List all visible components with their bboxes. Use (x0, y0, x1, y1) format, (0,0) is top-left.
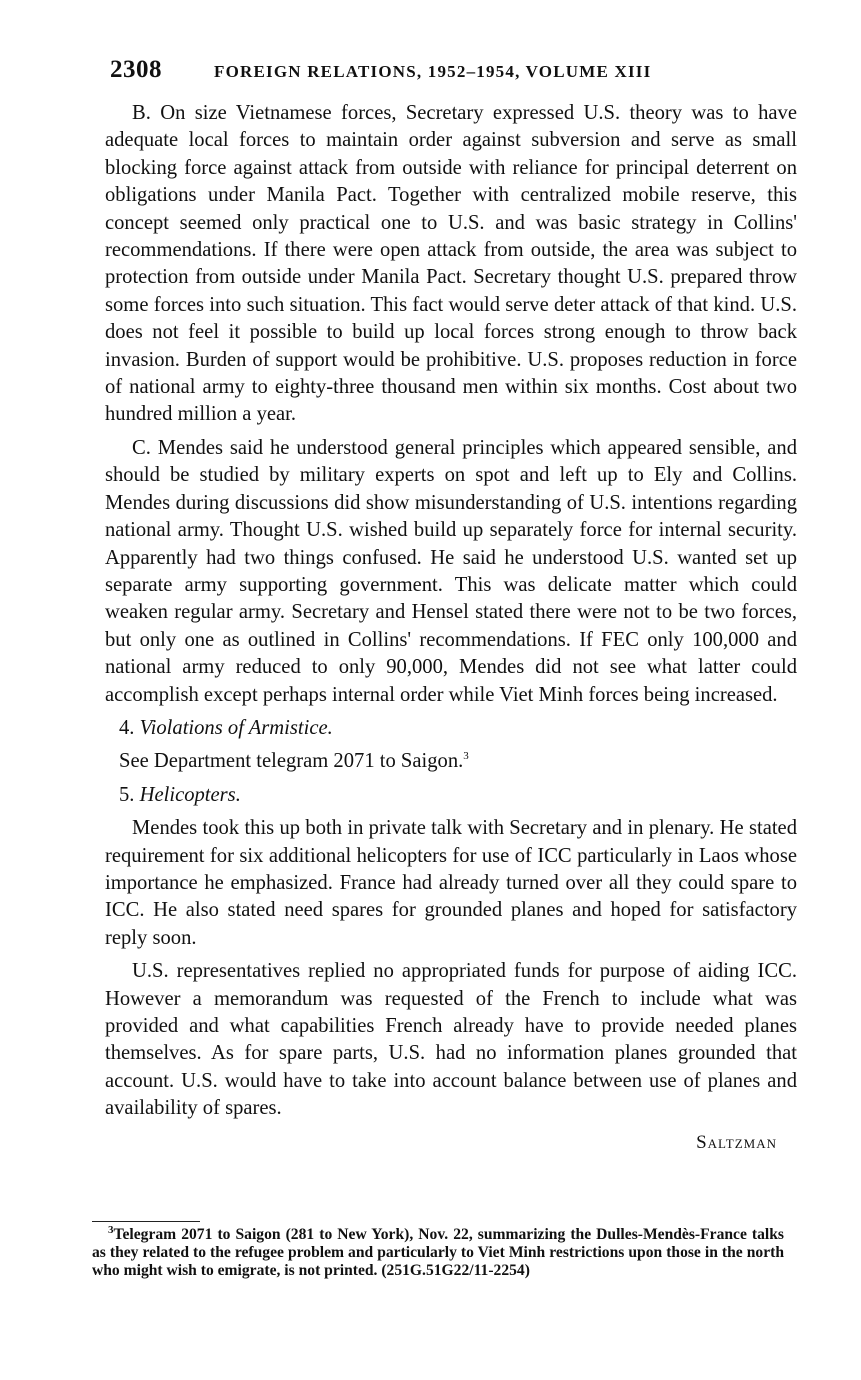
section-4-text (105, 748, 797, 775)
paragraph-5b: U.S. representatives replied no appropriated funds for purpose of aiding ICC. However a memorandum was requested of the French to include what was provided and what capabilities French already have to provide needed planes themselves. As for spare parts, U.S. had no information planes grounded that account. U.S. would have to take into account balance between use of planes and availability of spares. (105, 960, 797, 1120)
page-header (110, 56, 800, 84)
paragraph-b: B. On size Vietnamese forces, Secretary expressed U.S. theory was to have adequate local forces to maintain order against subversion and serve as small blocking force against attack from outside with reliance for principal deterrent on obligations under Manila Pact. Together with centralized mobile reserve, this concept seemed only practical one to U.S. and was basic strategy in Collins' recommendations. If there were open attack from outside, the area was subject to protection from outside under Manila Pact. Secretary thought U.S. prepared throw some forces into such situation. This fact would serve deter attack of that kind. U.S. does not feel it possible to build up local forces strong enough to throw back invasion. Burden of support would be prohibitive. U.S. proposes reduction in force of national army to eighty-three thousand men within six months. Cost about two hundred million a year. (105, 102, 797, 426)
section-title: Violations of Armistice. (139, 716, 333, 739)
footnote-reference: 3 (463, 750, 469, 763)
footnote-divider (92, 1221, 200, 1222)
section-heading-4 (105, 715, 797, 742)
section-4-sentence: See Department telegram 2071 to Saigon. (119, 750, 464, 773)
section-title: Helicopters. (139, 783, 241, 806)
footnote-text: Telegram 2071 to Saigon (281 to New York), Nov. 22, summarizing the Dulles-Mendès-France talks as they related to the refugee problem and particularly to Viet Minh restrictions upon those in the north who might wish to emigrate, is not printed. (251G.51G22/11-2254) (92, 1226, 784, 1279)
footnote (92, 1223, 784, 1280)
page-number: 2308 (110, 56, 162, 83)
paragraph-c: C. Mendes said he understood general principles which appeared sensible, and should be studied by military experts on spot and left up to Ely and Collins. Mendes during discussions did show misunderstanding of U.S. intentions regarding national army. Thought U.S. wished build up separately force for internal security. Apparently had two things confused. He said he understood U.S. wanted set up separate army supporting government. This was delicate matter which could weaken regular army. Secretary and Hensel stated there were not to be two forces, but only one as outlined in Collins' recommendations. If FEC only 100,000 and national army reduced to only 90,000, Mendes did not see what latter could accomplish except perhaps internal order while Viet Minh forces being increased. (105, 436, 797, 706)
paragraph-5a: Mendes took this up both in private talk with Secretary and in plenary. He stated requirement for six additional helicopters for use of ICC particularly in Laos whose importance he emphasized. France had already turned over all they could spare to ICC. He also stated need spares for grounded planes and hoped for satisfactory reply soon. (105, 817, 797, 949)
section-number: 4. (119, 716, 135, 739)
document-body (105, 100, 797, 1156)
section-number: 5. (119, 783, 135, 806)
section-heading-5 (105, 782, 797, 809)
running-head: FOREIGN RELATIONS, 1952–1954, VOLUME XIII (214, 62, 652, 81)
signature: Saltzman (696, 1131, 777, 1153)
footnote-marker: 3 (108, 1223, 114, 1236)
